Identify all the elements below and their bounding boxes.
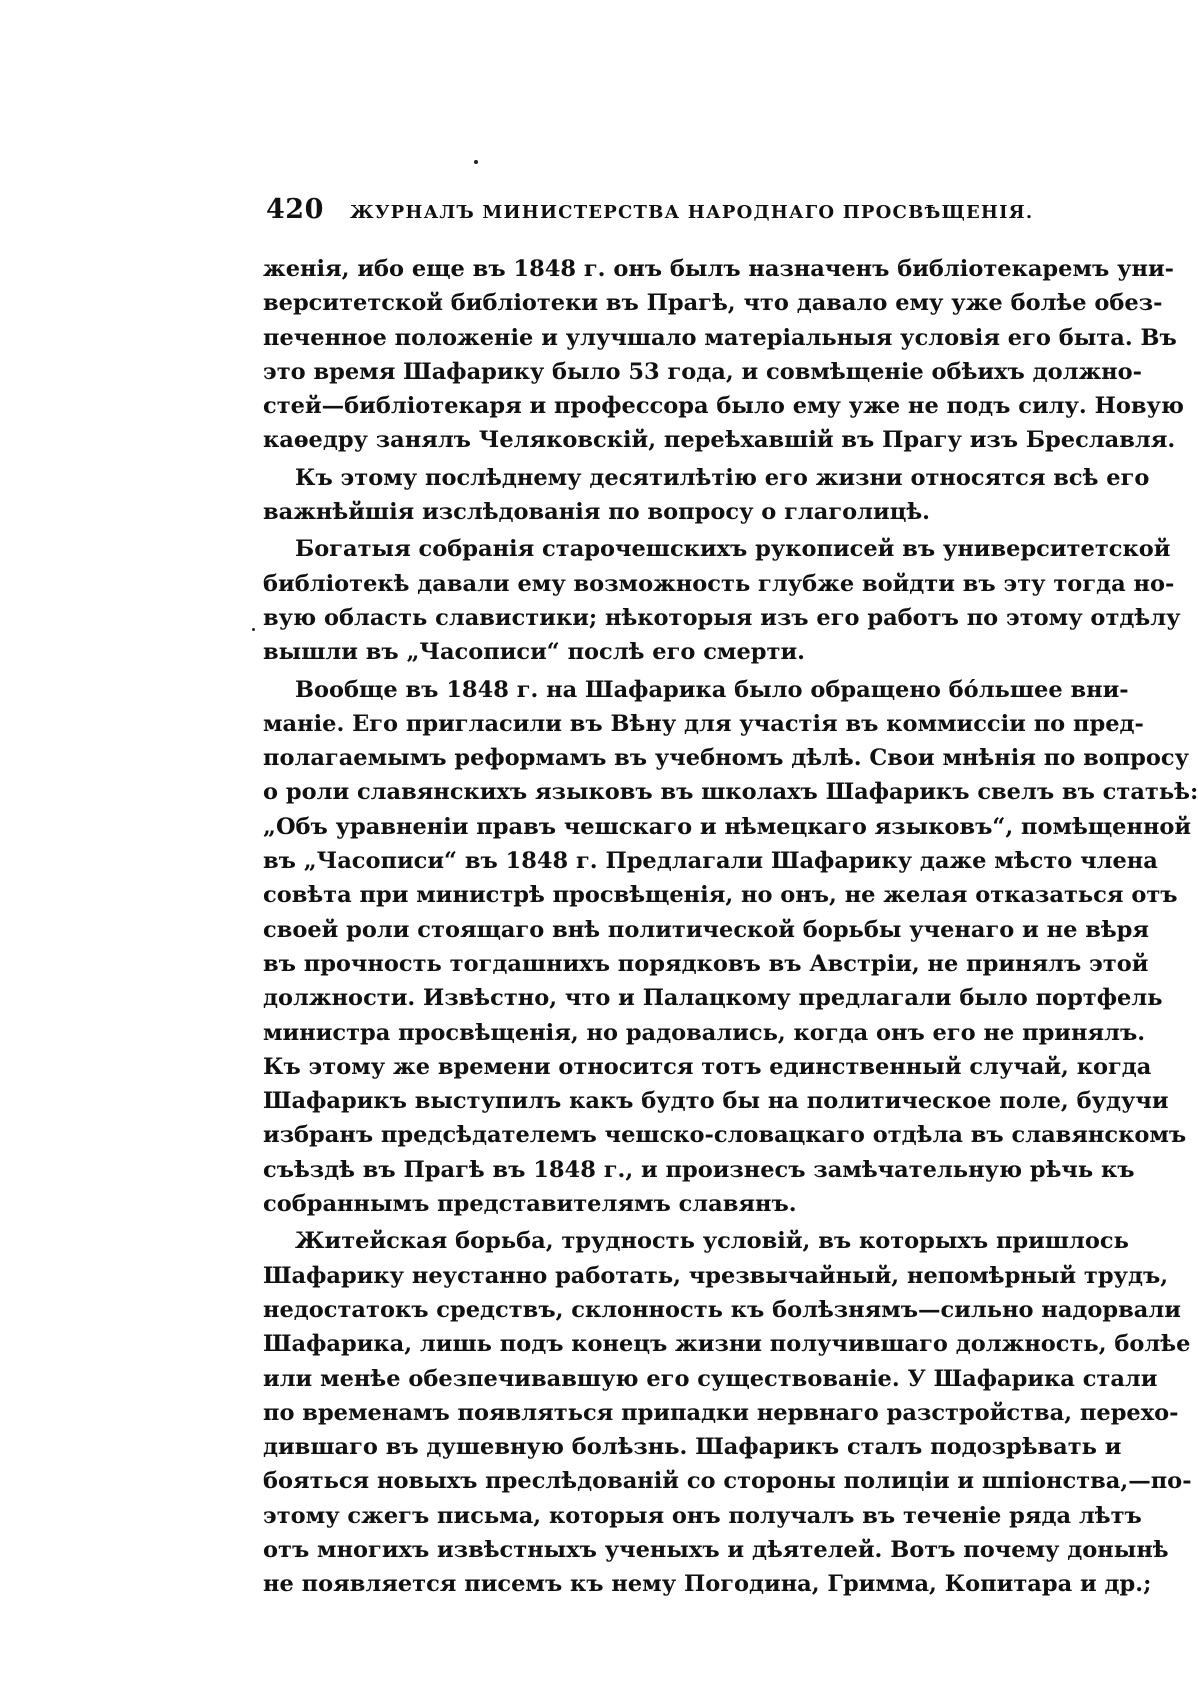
paragraph	[263, 1224, 1192, 1601]
text-line: Шафарикъ выступилъ какъ будто бы на политическое поле, будучи	[263, 1088, 1169, 1115]
text-line: „Объ уравненіи правъ чешскаго и нѣмецкаго языковъ“, помѣщенной	[263, 813, 1192, 840]
text-line: вую область славистики; нѣкоторыя изъ его работъ по этому отдѣлу	[263, 604, 1181, 631]
text-line: недостатокъ средствъ, склонность къ болѣзнямъ—сильно надорвали	[263, 1296, 1181, 1323]
text-line: каѳедру занялъ Челяковскій, переѣхавшій въ Прагу изъ Бреславля.	[263, 427, 1176, 454]
text-line: своей роли стоящаго внѣ политической борьбы ученаго и не вѣря	[263, 916, 1150, 943]
body-text	[263, 252, 1198, 1605]
text-line: печенное положеніе и улучшало матеріальныя условія его быта. Въ	[263, 324, 1177, 351]
text-line: въ прочность тогдашнихъ порядковъ въ Австріи, не принялъ этой	[263, 950, 1149, 977]
text-line: съѣздѣ въ Прагѣ въ 1848 г., и произнесъ замѣчательную рѣчь къ	[263, 1156, 1135, 1183]
text-line: женія, ибо еще въ 1848 г. онъ былъ назначенъ библіотекаремъ уни-	[263, 256, 1174, 282]
text-line: этому сжегъ письма, которыя онъ получалъ въ теченіе ряда лѣтъ	[263, 1502, 1142, 1529]
running-header	[266, 194, 1038, 234]
text-line: маніе. Его пригласили въ Вѣну для участія въ коммиссіи по пред-	[263, 710, 1144, 737]
text-line: о роли славянскихъ языковъ въ школахъ Шафарикъ свелъ въ статьѣ:	[263, 779, 1198, 806]
text-line: или менѣе обезпечивавшую его существованіе. У Шафарика стали	[263, 1365, 1158, 1392]
paragraph	[263, 461, 1150, 530]
text-line: собраннымъ представителямъ славянъ.	[263, 1191, 797, 1218]
paragraph	[263, 532, 1181, 669]
text-line: Вообще въ 1848 г. на Шафарика было обращено бóльшее вни-	[295, 676, 1129, 703]
text-line: вышли въ „Часописи“ послѣ его смерти.	[263, 639, 805, 666]
text-line: по временамъ появляться припадки нервнаго разстройства, перехо-	[263, 1399, 1179, 1426]
paragraph	[263, 673, 1198, 1222]
page-number: 420	[266, 194, 324, 225]
text-line: верситетской библіотеки въ Прагѣ, что давало ему уже болѣе обез-	[263, 290, 1163, 317]
print-speck	[474, 160, 478, 164]
text-line: Житейская борьба, трудность условій, въ которыхъ пришлось	[295, 1228, 1129, 1255]
text-line: Богатыя собранія старочешскихъ рукописей въ университетской	[295, 536, 1171, 563]
paragraph	[263, 252, 1184, 458]
text-line: Шафарику неустанно работать, чрезвычайный, непомѣрный трудъ,	[263, 1262, 1169, 1289]
text-line: должности. Извѣстно, что и Палацкому предлагали было портфель	[263, 985, 1163, 1012]
text-line: Шафарика, лишь подъ конецъ жизни получившаго должность, болѣе	[263, 1331, 1191, 1358]
text-line: Къ этому же времени относится тотъ единственный случай, когда	[263, 1053, 1152, 1080]
text-line: полагаемымъ реформамъ въ учебномъ дѣлѣ. Свои мнѣнія по вопросу	[263, 745, 1190, 772]
text-line: стей—библіотекаря и профессора было ему уже не подъ силу. Новую	[263, 393, 1184, 420]
text-line: не появляется писемъ къ нему Погодина, Гримма, Копитара и др.;	[263, 1571, 1152, 1598]
text-line: отъ многихъ извѣстныхъ ученыхъ и дѣятелей. Вотъ почему донынѣ	[263, 1536, 1169, 1563]
text-line: министра просвѣщенія, но радовались, когда онъ его не принялъ.	[263, 1019, 1146, 1046]
print-speck	[252, 628, 255, 631]
text-line: въ „Часописи“ въ 1848 г. Предлагали Шафарику даже мѣсто члена	[263, 848, 1158, 875]
running-title: ЖУРНАЛЪ МИНИСТЕРСТВА НАРОДНАГО ПРОСВѢЩЕНІЯ.	[350, 202, 1034, 223]
text-line: важнѣйшія изслѣдованія по вопросу о глаголицѣ.	[263, 499, 931, 526]
text-line: избранъ предсѣдателемъ чешско-словацкаго отдѣла въ славянскомъ	[263, 1122, 1187, 1149]
text-line: Къ этому послѣднему десятилѣтію его жизни относятся всѣ его	[295, 464, 1150, 491]
text-line: дившаго въ душевную болѣзнь. Шафарикъ сталъ подозрѣвать и	[263, 1434, 1122, 1461]
text-line: библіотекѣ давали ему возможность глубже войдти въ эту тогда но-	[263, 570, 1175, 597]
text-line: совѣта при министрѣ просвѣщенія, но онъ, не желая отказаться отъ	[263, 882, 1178, 909]
text-line: бояться новыхъ преслѣдованій со стороны полиціи и шпіонства,—по-	[263, 1468, 1192, 1495]
text-line: это время Шафарику было 53 года, и совмѣщеніе обѣихъ должно-	[263, 358, 1142, 385]
